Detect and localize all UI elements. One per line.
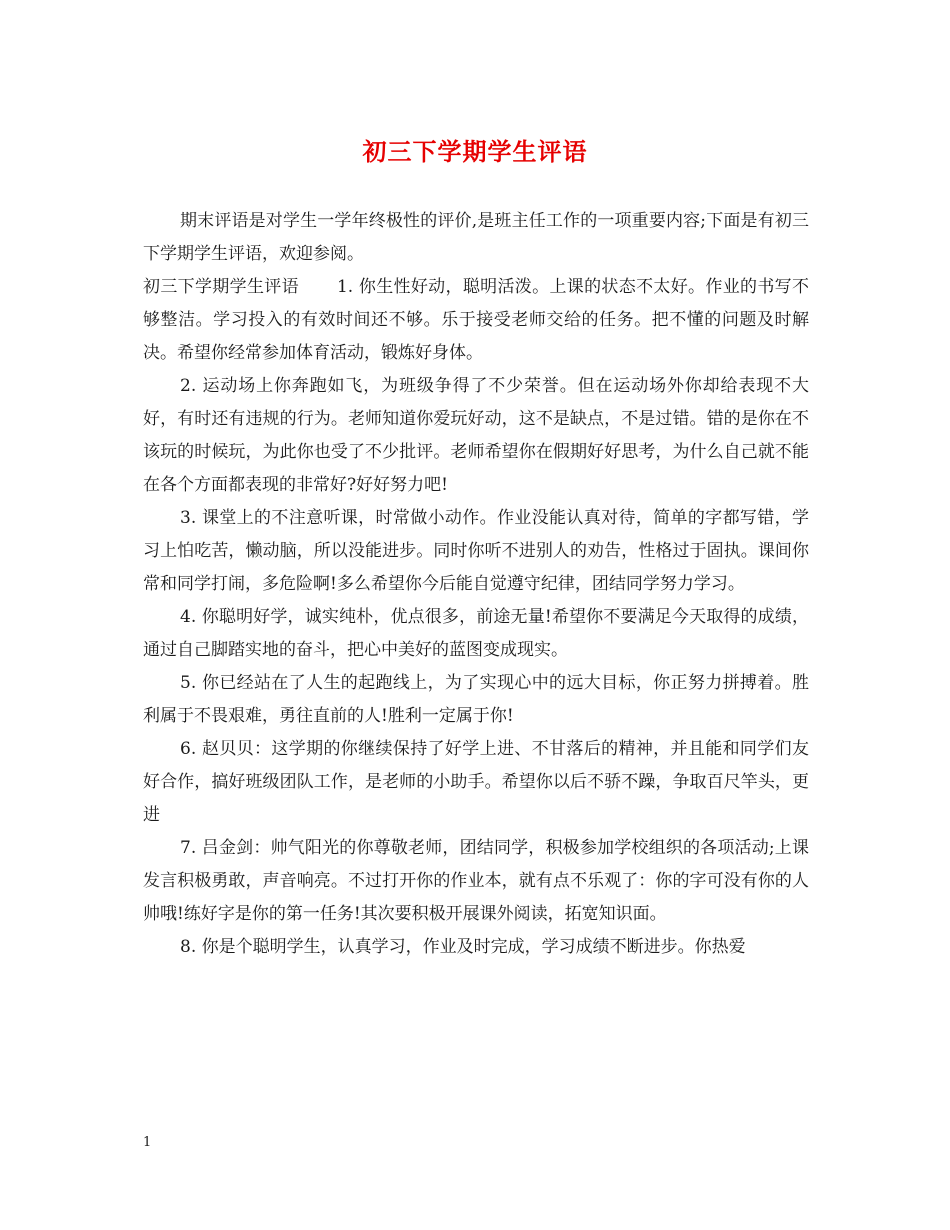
item-1-paragraph <box>143 271 809 370</box>
item-1-text: 1. 你生性好动，聪明活泼。上课的状态不太好。作业的书写不够整洁。学习投入的有效时间还不够。乐于接受老师交给的任务。把不懂的问题及时解决。希望你经常参加体育活动，锻炼好身体。 <box>143 277 810 363</box>
item-5-paragraph: 5. 你已经站在了人生的起跑线上，为了实现心中的远大目标，你正努力拼搏着。胜利属于不畏艰难，勇往直前的人!胜利一定属于你! <box>143 673 809 726</box>
item-6-paragraph: 6. 赵贝贝：这学期的你继续保持了好学上进、不甘落后的精神，并且能和同学们友好合作，搞好班级团队工作，是老师的小助手。希望你以后不骄不躁，争取百尺竿头，更进 <box>143 739 809 825</box>
item-4-paragraph: 4. 你聪明好学，诚实纯朴，优点很多，前途无量!希望你不要满足今天取得的成绩，通过自己脚踏实地的奋斗，把心中美好的蓝图变成现实。 <box>143 607 809 660</box>
item-3-paragraph: 3. 课堂上的不注意听课，时常做小动作。作业没能认真对待，简单的字都写错，学习上怕吃苦，懒动脑，所以没能进步。同时你听不进别人的劝告，性格过于固执。课间你常和同学打闹，多危险啊!多么希望你今后能自觉遵守纪律，团结同学努力学习。 <box>143 508 809 594</box>
document-title: 初三下学期学生评语 <box>362 137 588 166</box>
intro-paragraph: 期末评语是对学生一学年终极性的评价,是班主任工作的一项重要内容;下面是有初三下学期学生评语，欢迎参阅。 <box>143 211 809 264</box>
item-8-paragraph: 8. 你是个聪明学生，认真学习，作业及时完成，学习成绩不断进步。你热爱 <box>180 937 746 957</box>
document-body <box>143 205 809 964</box>
item-7-paragraph: 7. 吕金剑：帅气阳光的你尊敬老师，团结同学，积极参加学校组织的各项活动;上课发言积极勇敢，声音响亮。不过打开你的作业本，就有点不乐观了：你的字可没有你的人帅哦!练好字是你的第一任务!其次要积极开展课外阅读，拓宽知识面。 <box>143 838 809 924</box>
section-heading: 初三下学期学生评语 <box>143 277 299 297</box>
page-number: 1 <box>143 1135 152 1150</box>
item-2-paragraph: 2. 运动场上你奔跑如飞，为班级争得了不少荣誉。但在运动场外你却给表现不大好，有时还有违规的行为。老师知道你爱玩好动，这不是缺点，不是过错。错的是你在不该玩的时候玩，为此你也受了不少批评。老师希望你在假期好好思考，为什么自己就不能在各个方面都表现的非常好?好好努力吧! <box>143 376 809 495</box>
